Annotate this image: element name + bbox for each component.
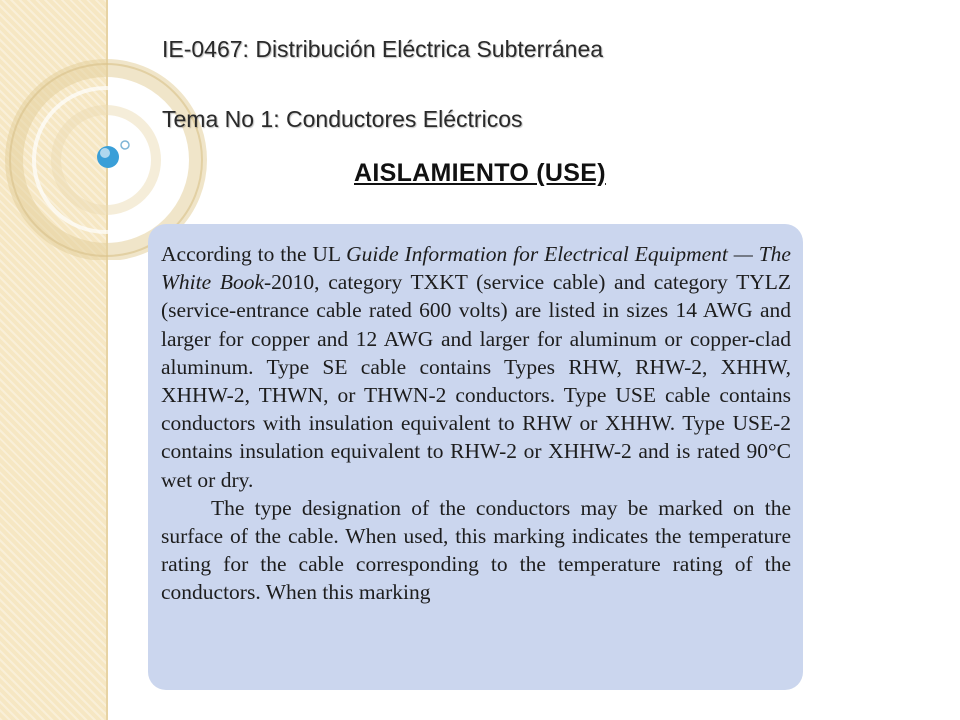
excerpt-book-title: Guide Information for Electrical Equipment — The White Book <box>161 242 791 295</box>
excerpt-text <box>161 240 791 607</box>
slide-heading: AISLAMIENTO (USE) <box>354 159 606 187</box>
excerpt-p1-start: According to the UL <box>161 242 347 266</box>
excerpt-paragraph-2: The type designation of the conductors may be marked on the surface of the cable. When used, this marking indicates the temperature rating for the cable corresponding to the temperature rating of the conductors. When this marking <box>161 495 791 605</box>
excerpt-p1-rest: -2010, category TXKT (service cable) and category TYLZ (service-entrance cable rated 600 volts) are listed in sizes 14 AWG and larger for copper and 12 AWG and larger for aluminum or copper-clad aluminum. Type SE cable contains Types RHW, RHW-2, XHHW, XHHW-2, THWN, or THWN-2 conductors. Type USE cable contains conductors with insulation equivalent to RHW or XHHW. Type USE-2 contains insulation equivalent to RHW-2 or XHHW-2 and is rated 90°C wet or dry. <box>161 270 792 492</box>
small-bubble-icon <box>121 141 129 149</box>
course-title: IE-0467: Distribución Eléctrica Subterránea <box>162 36 604 62</box>
excerpt-paragraph-1 <box>161 240 791 494</box>
topic-title: Tema No 1: Conductores Eléctricos <box>162 106 523 132</box>
